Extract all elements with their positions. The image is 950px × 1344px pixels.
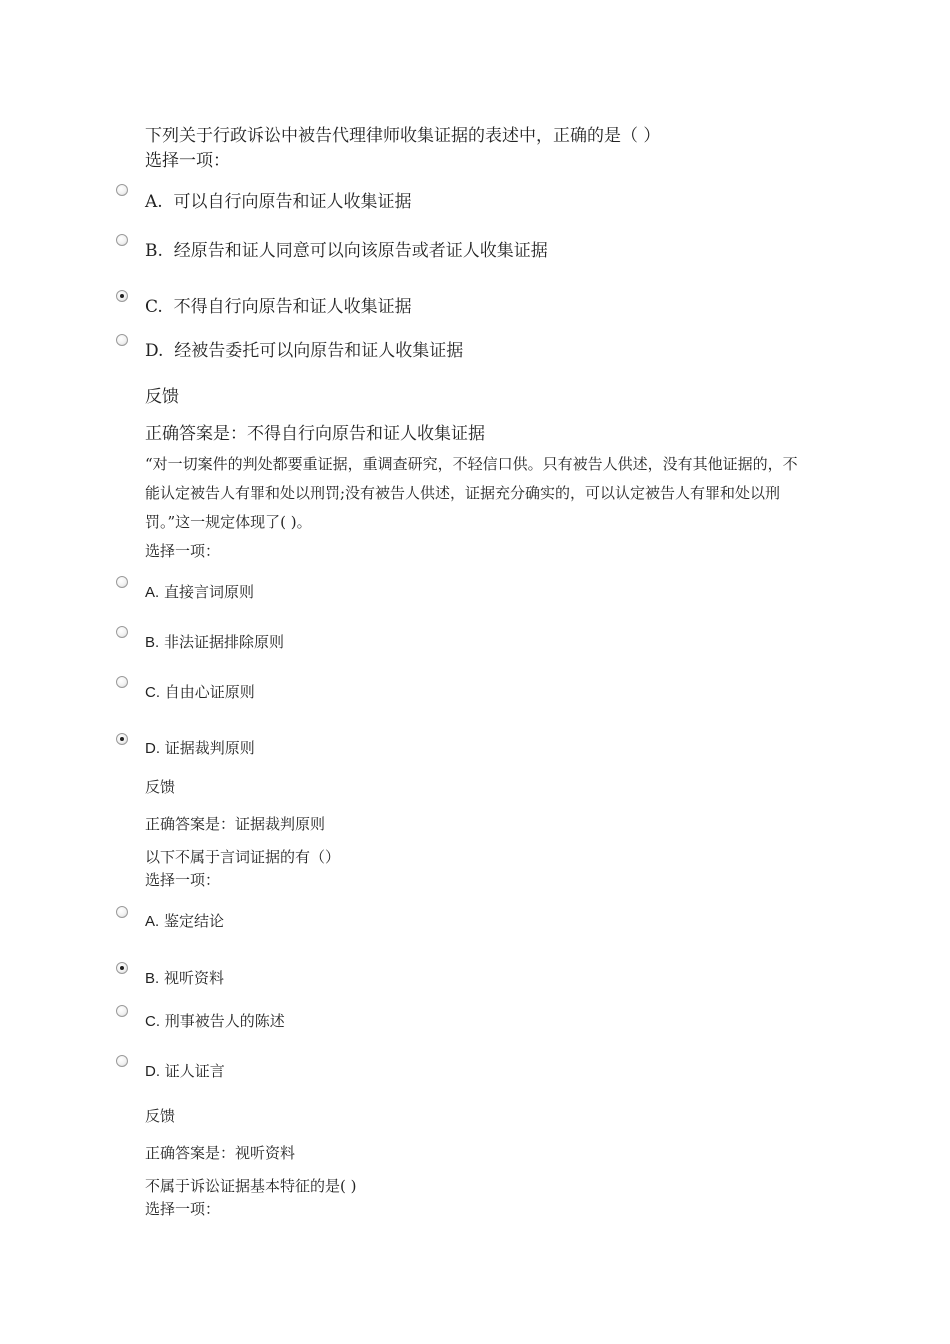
question-1-option-b-radio[interactable] — [116, 234, 128, 246]
option-text: 自由心证原则 — [164, 683, 255, 701]
question-2-feedback-label: 反馈 — [145, 778, 176, 796]
question-4-prompt: 选择一项： — [145, 1200, 221, 1218]
option-text: 鉴定结论 — [163, 912, 224, 930]
option-letter: C. — [145, 684, 160, 701]
question-1-option-c[interactable] — [145, 292, 412, 317]
question-1-prompt: 选择一项： — [145, 151, 230, 171]
option-text: 证人证言 — [164, 1062, 225, 1080]
option-letter: C. — [145, 297, 163, 317]
question-2-answer: 正确答案是：证据裁判原则 — [145, 815, 326, 833]
option-letter: A. — [145, 913, 160, 930]
question-3-option-c[interactable] — [145, 1010, 285, 1031]
question-2-option-d[interactable] — [145, 737, 255, 758]
question-3-option-d[interactable] — [145, 1060, 225, 1081]
question-3-option-a-radio[interactable] — [116, 906, 128, 918]
option-text: 可以自行向原告和证人收集证据 — [173, 192, 412, 212]
option-letter: B. — [145, 634, 160, 651]
question-2-stem: “对一切案件的判处都要重证据，重调查研究，不轻信口供。只有被告人供述，没有其他证据的，不能认定被告人有罪和处以刑罚;没有被告人供述，证据充分确实的，可以认定被告人有罪和处以刑罚。”这一规定体现了( )。 — [145, 455, 798, 531]
option-letter: D. — [145, 341, 164, 361]
option-letter: A. — [145, 192, 163, 212]
question-2-prompt: 选择一项： — [145, 542, 221, 560]
question-1-option-d[interactable] — [145, 336, 463, 361]
question-1-option-a-radio[interactable] — [116, 184, 128, 196]
option-letter: D. — [145, 740, 160, 757]
question-2-option-a[interactable] — [145, 581, 254, 602]
question-1-option-b[interactable] — [145, 236, 548, 261]
option-letter: D. — [145, 1063, 160, 1080]
option-letter: B. — [145, 241, 163, 261]
question-2-option-b[interactable] — [145, 631, 284, 652]
question-1-feedback-label: 反馈 — [145, 387, 179, 407]
question-2-option-d-radio[interactable] — [116, 733, 128, 745]
option-letter: C. — [145, 1013, 160, 1030]
option-text: 非法证据排除原则 — [163, 633, 284, 651]
question-3-option-d-radio[interactable] — [116, 1055, 128, 1067]
question-3-option-b[interactable] — [145, 967, 224, 988]
question-1-option-c-radio[interactable] — [116, 290, 128, 302]
question-2-option-a-radio[interactable] — [116, 576, 128, 588]
question-3-prompt: 选择一项： — [145, 871, 221, 889]
question-4-stem: 不属于诉讼证据基本特征的是( ) — [145, 1177, 357, 1195]
option-text: 经被告委托可以向原告和证人收集证据 — [174, 341, 464, 361]
question-1-option-d-radio[interactable] — [116, 334, 128, 346]
question-2-option-c[interactable] — [145, 681, 255, 702]
question-3-answer: 正确答案是：视听资料 — [145, 1144, 296, 1162]
option-text: 证据裁判原则 — [164, 739, 255, 757]
question-3-option-c-radio[interactable] — [116, 1005, 128, 1017]
question-3-stem: 以下不属于言词证据的有（） — [145, 848, 341, 866]
question-2-option-b-radio[interactable] — [116, 626, 128, 638]
option-letter: B. — [145, 970, 160, 987]
question-3-option-a[interactable] — [145, 910, 224, 931]
option-text: 视听资料 — [163, 969, 224, 987]
option-text: 经原告和证人同意可以向该原告或者证人收集证据 — [173, 241, 548, 261]
question-3-feedback-label: 反馈 — [145, 1107, 176, 1125]
option-text: 直接言词原则 — [163, 583, 254, 601]
question-1-option-a[interactable] — [145, 187, 412, 212]
option-text: 不得自行向原告和证人收集证据 — [173, 297, 412, 317]
question-1-stem: 下列关于行政诉讼中被告代理律师收集证据的表述中，正确的是（ ） — [145, 126, 661, 146]
question-2-option-c-radio[interactable] — [116, 676, 128, 688]
question-3-option-b-radio[interactable] — [116, 962, 128, 974]
option-text: 刑事被告人的陈述 — [164, 1012, 285, 1030]
option-letter: A. — [145, 584, 160, 601]
question-1-answer: 正确答案是：不得自行向原告和证人收集证据 — [145, 424, 485, 444]
